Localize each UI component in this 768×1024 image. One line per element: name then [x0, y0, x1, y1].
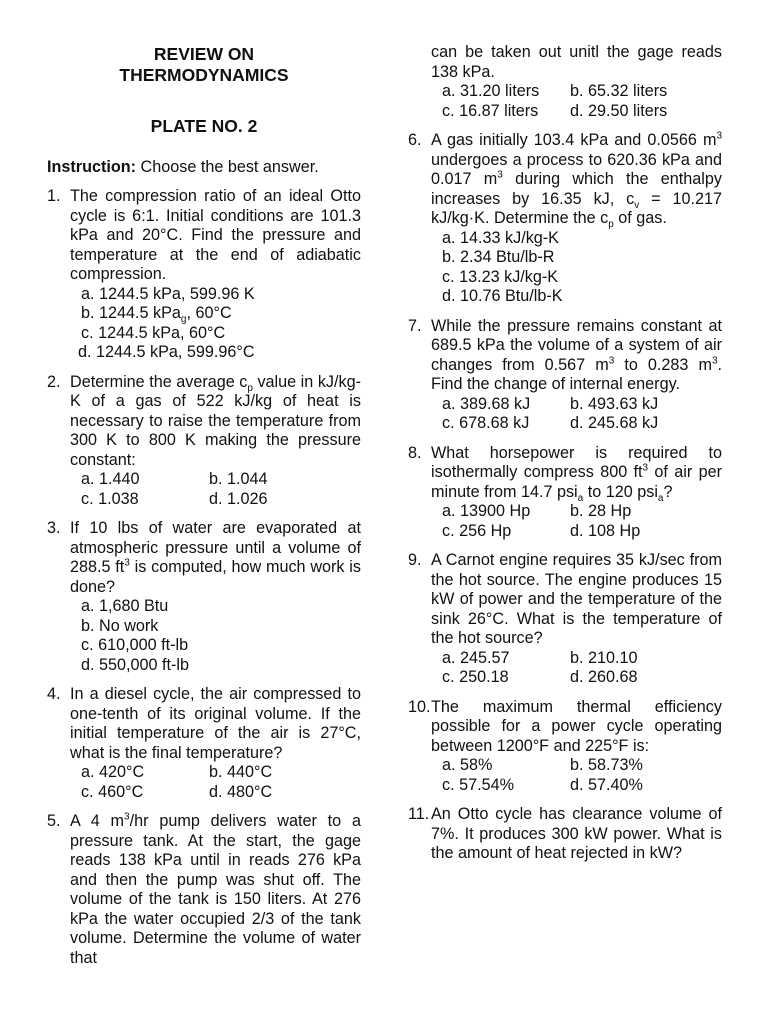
option-c: c. 250.18 — [442, 668, 509, 686]
option-d: d. 260.68 — [570, 668, 638, 686]
options — [431, 502, 722, 541]
question-stem: An Otto cycle has clearance volume of 7%. It produces 300 kW power. What is the amount of heat rejected in kW? — [431, 805, 722, 862]
question-stem: If 10 lbs of water are evaporated at atmospheric pressure until a volume of 288.5 $ft^3$ is computed, how much work is done? — [70, 519, 361, 596]
question-number: 11. — [408, 805, 430, 823]
question-stem: What horsepower is required to isothermally compress 800 $ft^3$ of air per minute from 14.7 psi$_a$ to 120 psi$_a$? — [431, 443, 722, 504]
options — [70, 597, 361, 675]
left-column — [47, 0, 361, 968]
question-2 — [47, 373, 361, 510]
option-a: a. 1244.5 kPa, 599.96 K — [81, 284, 255, 303]
option-c: c. 1.038 — [81, 489, 139, 508]
right-column — [408, 0, 722, 864]
question-6 — [408, 131, 722, 307]
option-d: d. 1.026 — [209, 489, 268, 508]
question-stem: A gas initially 103.4 kPa and 0.0566 $m^3$ undergoes a process to 620.36 kPa and 0.017 $m^3$ during which the enthalpy increases by 16.35 kJ, $c_v = 10.217$ kJ/kg·K. Determine the $c_p$ of gas. — [431, 130, 723, 231]
option-b: b. 2.34 Btu/lb-R — [442, 248, 555, 266]
option-a: a. 31.20 liters — [442, 82, 540, 100]
question-5 — [47, 812, 361, 968]
question-number: 4. — [47, 685, 61, 703]
question-number: 3. — [47, 519, 61, 537]
options — [70, 470, 361, 509]
question-number: 7. — [408, 316, 422, 335]
options — [431, 82, 722, 121]
document-title — [47, 44, 361, 86]
options — [70, 285, 361, 363]
question-number: 2. — [47, 372, 61, 391]
question-number: 10. — [408, 697, 431, 716]
option-a: a. 420°C — [81, 763, 145, 781]
option-b: b. 210.10 — [570, 648, 638, 667]
question-1 — [47, 187, 361, 363]
option-d: d. 480°C — [209, 782, 273, 801]
question-stem: While the pressure remains constant at 689.5 kPa the volume of a system of air changes from 0.567 $m^3$ to 0.283 $m^3$. Find the change of internal energy. — [431, 316, 722, 393]
options — [431, 649, 722, 688]
option-b: b. 493.63 kJ — [570, 394, 659, 413]
question-10 — [408, 698, 722, 796]
option-d: d. 57.40% — [570, 775, 643, 794]
option-b: b. 1.044 — [209, 470, 268, 488]
option-b: b. 440°C — [209, 763, 273, 781]
question-stem: A Carnot engine requires 35 kJ/sec from the hot source. The engine produces 15 kW of power and the temperature of the sink 26°C. What is the temperature of the hot source? — [431, 551, 722, 647]
option-b: b. No work — [81, 616, 159, 635]
option-d: d. 108 Hp — [570, 521, 641, 540]
option-a: a. 389.68 kJ — [442, 394, 531, 413]
option-a: a. 1,680 Btu — [81, 597, 169, 615]
question-number: 9. — [408, 551, 422, 569]
question-number: 8. — [408, 443, 422, 462]
option-d: d. 10.76 Btu/lb-K — [442, 287, 563, 305]
option-d: d. 550,000 ft-lb — [81, 655, 189, 674]
option-c: c. 610,000 ft-lb — [81, 636, 189, 654]
option-c: c. 678.68 kJ — [442, 414, 530, 432]
title-line-2: THERMODYNAMICS — [119, 65, 289, 85]
plate-number: PLATE NO. 2 — [150, 116, 258, 136]
option-a: a. 1.440 — [81, 470, 140, 488]
options — [431, 756, 722, 795]
option-c: c. 256 Hp — [442, 521, 512, 540]
option-d: d. 245.68 kJ — [570, 414, 659, 432]
question-4 — [47, 685, 361, 802]
question-7 — [408, 317, 722, 434]
option-a: a. 13900 Hp — [442, 502, 531, 520]
question-11 — [408, 805, 722, 864]
question-stem: The maximum thermal efficiency possible for a power cycle operating between 1200°F and 225°F is: — [431, 697, 722, 755]
option-c: c. 460°C — [81, 782, 144, 801]
instruction — [47, 157, 361, 177]
question-stem: The compression ratio of an ideal Otto cycle is 6:1. Initial conditions are 101.3 kPa and 20°C. Find the pressure and temperature at the end of adiabatic compression. — [70, 187, 361, 283]
question-stem: A 4 $m^3/hr$ pump delivers water to a pressure tank. At the start, the gage reads 138 kPa until in reads 276 kPa and then the pump was shut off. The volume of the tank is 150 liters. At 276 kPa the water occupied 2/3 of the tank volume. Determine the volume of water that — [70, 811, 361, 967]
question-3 — [47, 519, 361, 675]
option-d: d. 29.50 liters — [570, 101, 668, 120]
option-b: b. 58.73% — [570, 756, 643, 774]
question-stem-continued: can be taken out unitl the gage reads 138 kPa. — [431, 43, 722, 81]
options — [431, 229, 722, 307]
question-number: 1. — [47, 187, 61, 205]
option-b: b. 28 Hp — [570, 502, 632, 520]
option-b: b. 65.32 liters — [570, 82, 668, 100]
question-5-continued — [408, 43, 722, 121]
options — [431, 395, 722, 434]
option-c: c. 57.54% — [442, 775, 514, 794]
question-number: 6. — [408, 131, 422, 149]
instruction-text: Choose the best answer. — [136, 158, 319, 176]
option-a: a. 245.57 — [442, 648, 510, 667]
option-a: a. 14.33 kJ/kg-K — [442, 228, 559, 247]
question-9 — [408, 551, 722, 688]
title-line-1: REVIEW ON — [153, 44, 255, 64]
option-a: a. 58% — [442, 756, 493, 774]
options — [70, 763, 361, 802]
instruction-label: Instruction: — [47, 158, 137, 176]
question-8 — [408, 444, 722, 542]
option-c: c. 1244.5 kPa, 60°C — [81, 323, 226, 342]
option-c: c. 13.23 kJ/kg-K — [442, 267, 559, 286]
question-stem: In a diesel cycle, the air compressed to one-tenth of its original volume. If the initial temperature of the air is 27°C, what is the final temperature? — [70, 685, 361, 762]
option-d: d. 1244.5 kPa, 599.96°C — [78, 343, 255, 361]
question-stem: Determine the average $c_p$ value in kJ/kg-K of a gas of 522 kJ/kg of heat is necessary to raise the temperature from 300 K to 800 K making the pressure constant: — [70, 372, 361, 469]
option-c: c. 16.87 liters — [442, 101, 539, 120]
question-number: 5. — [47, 812, 61, 830]
option-b: b. 1244.5 kPa$_g$, 60°C — [81, 304, 232, 326]
